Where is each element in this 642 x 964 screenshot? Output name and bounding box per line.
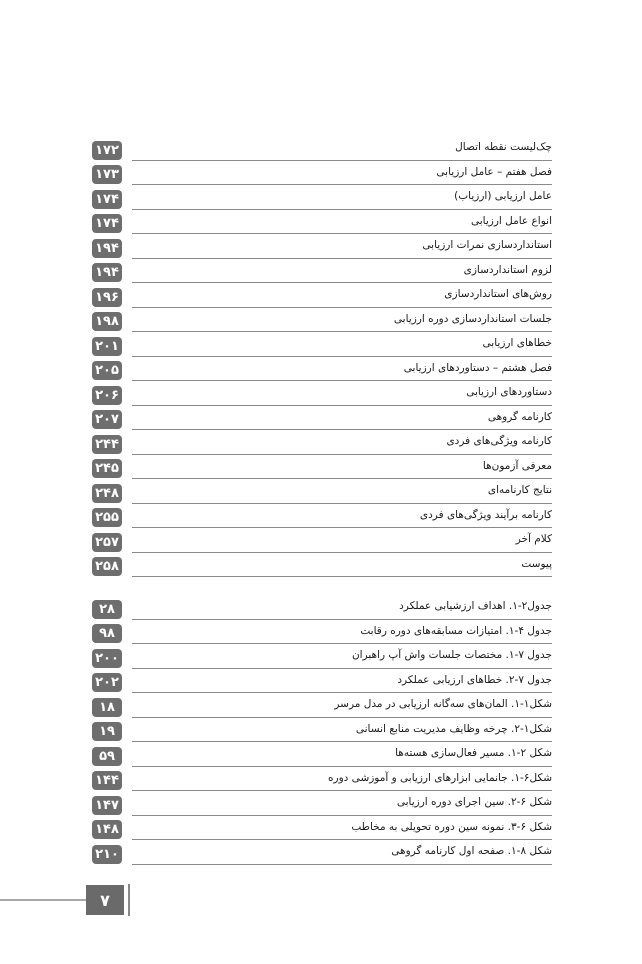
entry-title: کارنامه گروهی xyxy=(132,406,552,431)
figure-entry[interactable] xyxy=(92,718,552,743)
entry-title: دستاوردهای ارزیابی xyxy=(132,381,552,406)
entry-title: شکل۱-۲. چرخه وظایف مدیریت منابع انسانی xyxy=(132,718,552,743)
page-number-badge: ۲۵۸ xyxy=(92,557,122,576)
entry-title: عامل ارزیابی (ارزیاب) xyxy=(132,185,552,210)
entry-title: جدول ۴-۱. امتیازات مسابقه‌های دوره رقابت xyxy=(132,620,552,645)
figure-entry[interactable] xyxy=(92,669,552,694)
footer-divider xyxy=(128,884,130,916)
entry-title: استانداردسازی نمرات ارزیابی xyxy=(132,234,552,259)
page-number-badge: ۱۷۴ xyxy=(92,190,122,209)
page-number-badge: ۲۰۵ xyxy=(92,361,122,380)
toc-entry[interactable] xyxy=(92,381,552,406)
toc-entry[interactable] xyxy=(92,430,552,455)
toc-entry[interactable] xyxy=(92,455,552,480)
page-number-badge: ۱۹۶ xyxy=(92,288,122,307)
figure-entry[interactable] xyxy=(92,595,552,620)
page-number-badge: ۱۴۷ xyxy=(92,796,122,815)
page-number-badge: ۱۴۴ xyxy=(92,771,122,790)
toc-entry[interactable] xyxy=(92,308,552,333)
figure-entry[interactable] xyxy=(92,693,552,718)
toc-entry[interactable] xyxy=(92,528,552,553)
page-number-badge: ۲۸ xyxy=(92,600,122,619)
entry-title: شکل ۲-۱. مسیر فعال‌سازی هسته‌ها xyxy=(132,742,552,767)
page-number-badge: ۱۹۴ xyxy=(92,239,122,258)
page-number-badge: ۹۸ xyxy=(92,624,122,643)
page-number-badge: ۱۷۳ xyxy=(92,165,122,184)
entry-title: جدول۲-۱. اهداف ارزشیابی عملکرد xyxy=(132,595,552,620)
toc-entry[interactable] xyxy=(92,210,552,235)
entry-title: جدول ۷-۲. خطاهای ارزیابی عملکرد xyxy=(132,669,552,694)
figure-entry[interactable] xyxy=(92,816,552,841)
toc-entry[interactable] xyxy=(92,185,552,210)
entry-title: شکل ۶-۳. نمونه سین دوره تحویلی به مخاطب xyxy=(132,816,552,841)
toc-entry[interactable] xyxy=(92,479,552,504)
figure-entry[interactable] xyxy=(92,767,552,792)
toc-entry[interactable] xyxy=(92,136,552,161)
page-number-badge: ۵۹ xyxy=(92,747,122,766)
page-number-badge: ۱۴۸ xyxy=(92,820,122,839)
page-number-badge: ۱۷۲ xyxy=(92,141,122,160)
toc-entry[interactable] xyxy=(92,234,552,259)
toc-entry[interactable] xyxy=(92,332,552,357)
entry-title: فصل هفتم – عامل ارزیابی xyxy=(132,161,552,186)
page-number-badge: ۲۰۷ xyxy=(92,410,122,429)
entry-title: جلسات استانداردسازی دوره ارزیابی xyxy=(132,308,552,333)
figure-entry[interactable] xyxy=(92,644,552,669)
page-number-badge: ۲۵۷ xyxy=(92,533,122,552)
toc-entry[interactable] xyxy=(92,283,552,308)
toc-entry[interactable] xyxy=(92,161,552,186)
toc-entry[interactable] xyxy=(92,259,552,284)
entry-title: لزوم استانداردسازی xyxy=(132,259,552,284)
entry-title: شکل ۸-۱. صفحه اول کارنامه گروهی xyxy=(132,840,552,865)
entry-title: انواع عامل ارزیابی xyxy=(132,210,552,235)
page-number-badge: ۲۰۲ xyxy=(92,673,122,692)
page-number-badge: ۱۷۴ xyxy=(92,214,122,233)
entry-title: پیوست xyxy=(132,553,552,578)
page-number-badge: ۱۹ xyxy=(92,722,122,741)
entry-title: شکل۱-۱. المان‌های سه‌گانه ارزیابی در مدل مرسر xyxy=(132,693,552,718)
figure-entry[interactable] xyxy=(92,742,552,767)
entry-title: معرفی آزمون‌ها xyxy=(132,455,552,480)
page-number-badge: ۲۵۵ xyxy=(92,508,122,527)
figure-entry[interactable] xyxy=(92,620,552,645)
entry-title: جدول ۷-۱. مختصات جلسات واش آپ راهبران xyxy=(132,644,552,669)
page-number-badge: ۱۹۸ xyxy=(92,312,122,331)
page-number-badge: ۲۴۴ xyxy=(92,435,122,454)
entry-title: نتایج کارنامه‌ای xyxy=(132,479,552,504)
page-number-badge: ۲۰۰ xyxy=(92,649,122,668)
figure-entry[interactable] xyxy=(92,791,552,816)
toc-entry[interactable] xyxy=(92,406,552,431)
page-number-badge: ۲۰۱ xyxy=(92,337,122,356)
page-number-badge: ۲۴۸ xyxy=(92,484,122,503)
toc-entry[interactable] xyxy=(92,504,552,529)
entry-title: کارنامه ویژگی‌های فردی xyxy=(132,430,552,455)
page-number-badge: ۷ xyxy=(86,885,124,915)
page-number-badge: ۲۱۰ xyxy=(92,845,122,864)
entry-title: خطاهای ارزیابی xyxy=(132,332,552,357)
footer-rule xyxy=(0,899,86,901)
entry-title: کلام آخر xyxy=(132,528,552,553)
page-number-badge: ۲۴۵ xyxy=(92,459,122,478)
entry-title: کارنامه برآیند ویژگی‌های فردی xyxy=(132,504,552,529)
entry-title: شکل ۶-۲. سین اجرای دوره ارزیابی xyxy=(132,791,552,816)
entry-title: شکل۶-۱. جانمایی ابزارهای ارزیابی و آموزشی دوره xyxy=(132,767,552,792)
figures-list xyxy=(92,595,552,865)
page-number-badge: ۱۸ xyxy=(92,698,122,717)
figure-entry[interactable] xyxy=(92,840,552,865)
page-number-badge: ۱۹۴ xyxy=(92,263,122,282)
toc-entry[interactable] xyxy=(92,357,552,382)
entry-title: روش‌های استانداردسازی xyxy=(132,283,552,308)
entry-title: چک‌لیست نقطه اتصال xyxy=(132,136,552,161)
page-number-badge: ۲۰۶ xyxy=(92,386,122,405)
contents-list xyxy=(92,136,552,577)
toc-entry[interactable] xyxy=(92,553,552,578)
entry-title: فصل هشتم – دستاوردهای ارزیابی xyxy=(132,357,552,382)
